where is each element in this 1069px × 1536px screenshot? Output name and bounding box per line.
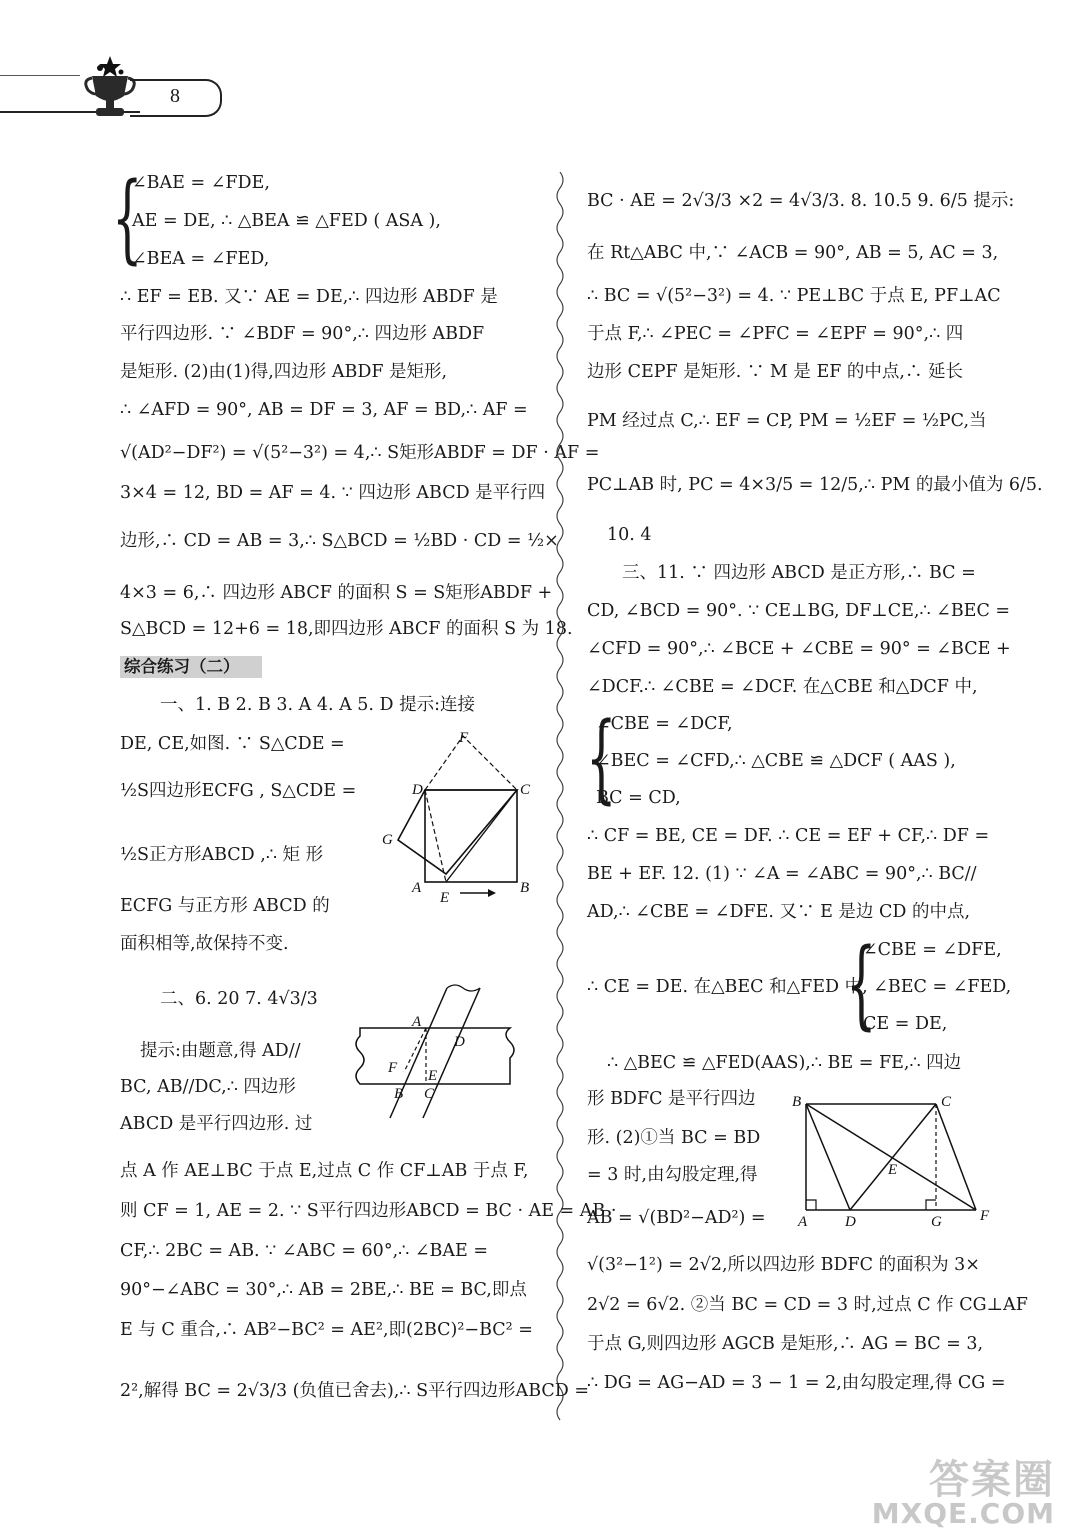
fig-label: E xyxy=(428,1068,438,1084)
right-line: ∴ CE = DE. 在△BEC 和△FED 中, ∠BEC = ∠FED, xyxy=(587,977,1012,997)
left-line: E 与 C 重合,∴ AB²−BC² = AE²,即(2BC)²−BC² = xyxy=(120,1320,533,1340)
left-line: 提示:由题意,得 AD// xyxy=(140,1041,301,1061)
right-line: AB = √(BD²−AD²) = xyxy=(587,1208,766,1228)
right-line: ∴ DG = AG−AD = 3 − 1 = 2,由勾股定理,得 CG = xyxy=(587,1373,1006,1393)
fig-label: C xyxy=(424,1086,435,1102)
fig-label: B xyxy=(792,1094,802,1110)
left-line: ∴ ∠AFD = 90°, AB = DF = 3, AF = BD,∴ AF = xyxy=(120,400,528,420)
right-line: BC · AE = 2√3/3 ×2 = 4√3/3. 8. 10.5 9. 6/5 提示: xyxy=(587,191,1015,211)
watermark xyxy=(871,1457,1055,1530)
fig-label: B xyxy=(520,880,530,896)
left-line: ECFG 与正方形 ABCD 的 xyxy=(120,896,330,916)
watermark-title: 答案圈 xyxy=(929,1457,1055,1503)
left-line: 一、1. B 2. B 3. A 4. A 5. D 提示:连接 xyxy=(160,695,476,715)
right-line: 10. 4 xyxy=(607,525,652,545)
left-line: ½S四边形ECFG , S△CDE = xyxy=(120,781,357,801)
right-line: ∠CBE = ∠DFE, xyxy=(863,940,1002,960)
fig-label: C xyxy=(520,782,531,798)
right-brace-2: { xyxy=(846,928,877,1040)
right-line: ∴ △BEC ≌ △FED(AAS),∴ BE = FE,∴ 四边 xyxy=(607,1053,962,1073)
left-line: 面积相等,故保持不变. xyxy=(120,934,289,954)
right-line: 边形 CEPF 是矩形. ∵ M 是 EF 的中点,∴ 延长 xyxy=(587,362,964,382)
left-line: ∠BAE = ∠FDE, xyxy=(132,173,270,193)
right-brace-1: { xyxy=(586,702,617,814)
fig-label: A xyxy=(412,1014,422,1030)
fig-label: F xyxy=(388,1060,398,1076)
right-line: PM 经过点 C,∴ EF = CP, PM = ½EF = ½PC,当 xyxy=(587,411,987,431)
right-line: BC = CD, xyxy=(596,788,681,808)
left-line: ∠BEA = ∠FED, xyxy=(132,249,270,269)
left-brace-1: { xyxy=(112,162,143,274)
watermark-url: MXQE.COM xyxy=(871,1497,1055,1530)
right-line: 2√2 = 6√2. ②当 BC = CD = 3 时,过点 C 作 CG⊥AF xyxy=(587,1295,1028,1315)
right-line: ∴ CF = BE, CE = DF. ∴ CE = EF + CF,∴ DF = xyxy=(587,826,990,846)
left-line: 平行四边形. ∵ ∠BDF = 90°,∴ 四边形 ABDF xyxy=(120,324,485,344)
right-line: ∠BEC = ∠CFD,∴ △CBE ≌ △DCF ( AAS ), xyxy=(596,751,956,771)
header-rule-top xyxy=(0,75,80,76)
left-line: 2²,解得 BC = 2√3/3 (负值已舍去),∴ S平行四边形ABCD = xyxy=(120,1381,590,1401)
left-line: AE = DE, ∴ △BEA ≌ △FED ( ASA ), xyxy=(132,211,441,231)
right-line: CE = DE, xyxy=(863,1014,948,1034)
fig-label: D xyxy=(454,1034,465,1050)
left-line: 点 A 作 AE⊥BC 于点 E,过点 C 作 CF⊥AB 于点 F, xyxy=(120,1161,529,1181)
left-line: DE, CE,如图. ∵ S△CDE = xyxy=(120,734,345,754)
right-line: ∠CBE = ∠DCF, xyxy=(596,714,733,734)
left-line: ∴ EF = EB. 又∵ AE = DE,∴ 四边形 ABDF 是 xyxy=(120,287,498,307)
left-line: 二、6. 20 7. 4√3/3 xyxy=(160,989,318,1009)
right-line: ∠DCF.∴ ∠CBE = ∠DCF. 在△CBE 和△DCF 中, xyxy=(587,677,978,697)
right-line: = 3 时,由勾股定理,得 xyxy=(587,1165,758,1185)
fig-label: C xyxy=(941,1094,952,1110)
overlapping-strips-figure xyxy=(350,978,530,1128)
right-line: CD, ∠BCD = 90°. ∵ CE⊥BG, DF⊥CE,∴ ∠BEC = xyxy=(587,601,1011,621)
left-line: 则 CF = 1, AE = 2. ∵ S平行四边形ABCD = BC · AE = AB · xyxy=(120,1201,617,1221)
right-line: PC⊥AB 时, PC = 4×3/5 = 12/5,∴ PM 的最小值为 6/5. xyxy=(587,475,1043,495)
right-line: ∴ BC = √(5²−3²) = 4. ∵ PE⊥BC 于点 E, PF⊥AC xyxy=(587,286,1001,306)
left-line: √(AD²−DF²) = √(5²−3²) = 4,∴ S矩形ABDF = DF · AF = xyxy=(120,443,600,463)
left-line: ½S正方形ABCD ,∴ 矩 形 xyxy=(120,845,324,865)
left-line: 3×4 = 12, BD = AF = 4. ∵ 四边形 ABCD 是平行四 xyxy=(120,483,546,503)
right-line: 形. (2)①当 BC = BD xyxy=(587,1128,761,1148)
right-line: 三、11. ∵ 四边形 ABCD 是正方形,∴ BC = xyxy=(622,563,976,583)
right-line: 于点 F,∴ ∠PEC = ∠PFC = ∠EPF = 90°,∴ 四 xyxy=(587,324,964,344)
section-title: 综合练习（二） xyxy=(120,656,262,678)
fig-label: D xyxy=(845,1214,856,1230)
right-line: ∠CFD = 90°,∴ ∠BCE + ∠CBE = 90° = ∠BCE + xyxy=(587,639,1011,659)
left-line: 是矩形. (2)由(1)得,四边形 ABDF 是矩形, xyxy=(120,362,448,382)
left-line: 90°−∠ABC = 30°,∴ AB = 2BE,∴ BE = BC,即点 xyxy=(120,1280,527,1300)
right-line: √(3²−1²) = 2√2,所以四边形 BDFC 的面积为 3× xyxy=(587,1255,980,1275)
left-line: S△BCD = 12+6 = 18,即四边形 ABCF 的面积 S 为 18. xyxy=(120,619,573,639)
right-line: 形 BDFC 是平行四边 xyxy=(587,1089,756,1109)
fig-label: B xyxy=(394,1086,404,1102)
left-line: 边形,∴ CD = AB = 3,∴ S△BCD = ½BD · CD = ½× xyxy=(120,531,559,551)
fig-label: F xyxy=(459,730,469,746)
fig-label: G xyxy=(382,832,393,848)
fig-label: F xyxy=(980,1208,990,1224)
right-line: BE + EF. 12. (1) ∵ ∠A = ∠ABC = 90°,∴ BC// xyxy=(587,864,977,884)
left-line: CF,∴ 2BC = AB. ∵ ∠ABC = 60°,∴ ∠BAE = xyxy=(120,1241,488,1261)
right-line: AD,∴ ∠CBE = ∠DFE. 又∵ E 是边 CD 的中点, xyxy=(587,902,971,922)
page-number: 8 xyxy=(170,85,180,107)
fig-label: A xyxy=(798,1214,808,1230)
column-divider xyxy=(553,172,567,1422)
fig-label: G xyxy=(931,1214,942,1230)
left-line: BC, AB//DC,∴ 四边形 xyxy=(120,1077,296,1097)
left-line: ABCD 是平行四边形. 过 xyxy=(120,1114,313,1134)
fig-label: E xyxy=(440,890,450,906)
fig-label: D xyxy=(412,782,423,798)
square-rotation-figure xyxy=(368,728,538,908)
left-line: 4×3 = 6,∴ 四边形 ABCF 的面积 S = S矩形ABDF + xyxy=(120,583,553,603)
right-line: 于点 G,则四边形 AGCB 是矩形,∴ AG = BC = 3, xyxy=(587,1334,984,1354)
fig-label: A xyxy=(412,880,422,896)
parallelogram-figure xyxy=(790,1090,1000,1230)
right-line: 在 Rt△ABC 中,∵ ∠ACB = 90°, AB = 5, AC = 3, xyxy=(587,243,999,263)
fig-label: E xyxy=(888,1162,898,1178)
